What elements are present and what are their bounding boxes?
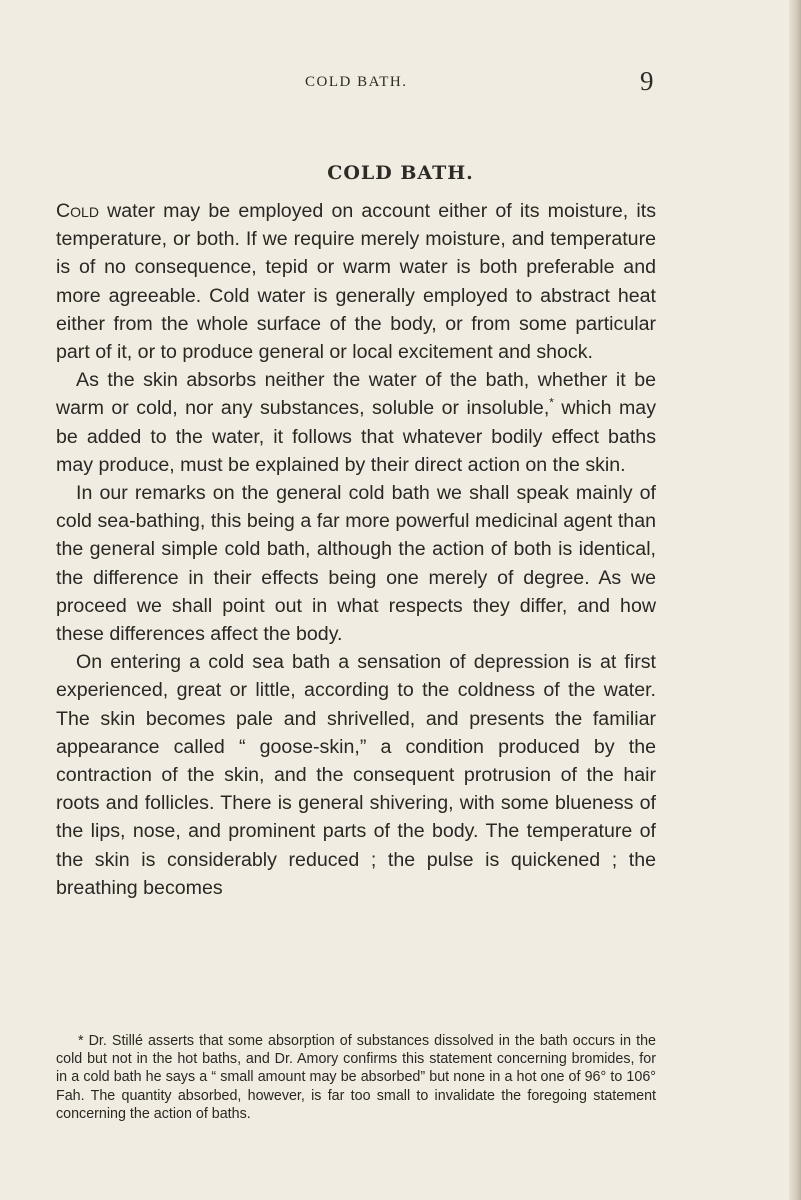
- paragraph-1-text: water may be employed on account either of its moisture, its temperature, or both. If we require merely moisture, and temperature is of no consequence, tepid or warm water is both preferable and more agreeable. Cold water is generally employed to abstract heat either from the whole surface of the body, or from some particular part of it, or to produce general or local excitement and shock.: [56, 200, 656, 364]
- paragraph-2-text-b: which may be added to the water, it follows that whatever bodily effect baths may produce, must be explained by their direct action on the skin.: [56, 397, 656, 476]
- paragraph-4: On entering a cold sea bath a sensation of depression is at first experienced, great or little, according to the coldness of the water. The skin becomes pale and shrivelled, and presents the familiar appearance called “ goose-skin,” a condition produced by the contraction of the skin, and the consequent protrusion of the hair roots and follicles. There is general shivering, with some blueness of the lips, nose, and prominent parts of the body. The temperature of the skin is considerably reduced ; the pulse is quickened ; the breathing becomes: [56, 651, 656, 899]
- page-number: 9: [640, 66, 654, 96]
- paragraph-2-text-a: As the skin absorbs neither the water of the bath, whether it be warm or cold, nor any substances, soluble or insoluble,: [56, 369, 656, 420]
- paragraph-3: In our remarks on the general cold bath we shall speak mainly of cold sea-bathing, this being a far more powerful medicinal agent than the general simple cold bath, although the action of both is identical, the difference in their effects being one merely of degree. As we proceed we shall point out in what respects they differ, and how these differences affect the body.: [56, 482, 656, 646]
- paragraph-1: [56, 197, 656, 366]
- footnote: [56, 1032, 656, 1123]
- section-title: COLD BATH.: [327, 162, 474, 184]
- running-header: COLD BATH.: [305, 74, 408, 90]
- footnote-text: * Dr. Stillé asserts that some absorption of substances dissolved in the bath occurs in the cold but not in the hot baths, and Dr. Amory confirms this statement concerning bromides, for in a cold bath he says a “ small amount may be absorbed” but none in a hot one of 96° to 106° Fah. The quantity absorbed, however, is far too small to invalidate the foregoing statement concerning the action of baths.: [56, 1033, 656, 1122]
- footnote-reference: *: [549, 395, 554, 410]
- body-text: [56, 197, 656, 902]
- paragraph-1-lead: Cold: [56, 200, 99, 222]
- paragraph-2: [56, 366, 656, 479]
